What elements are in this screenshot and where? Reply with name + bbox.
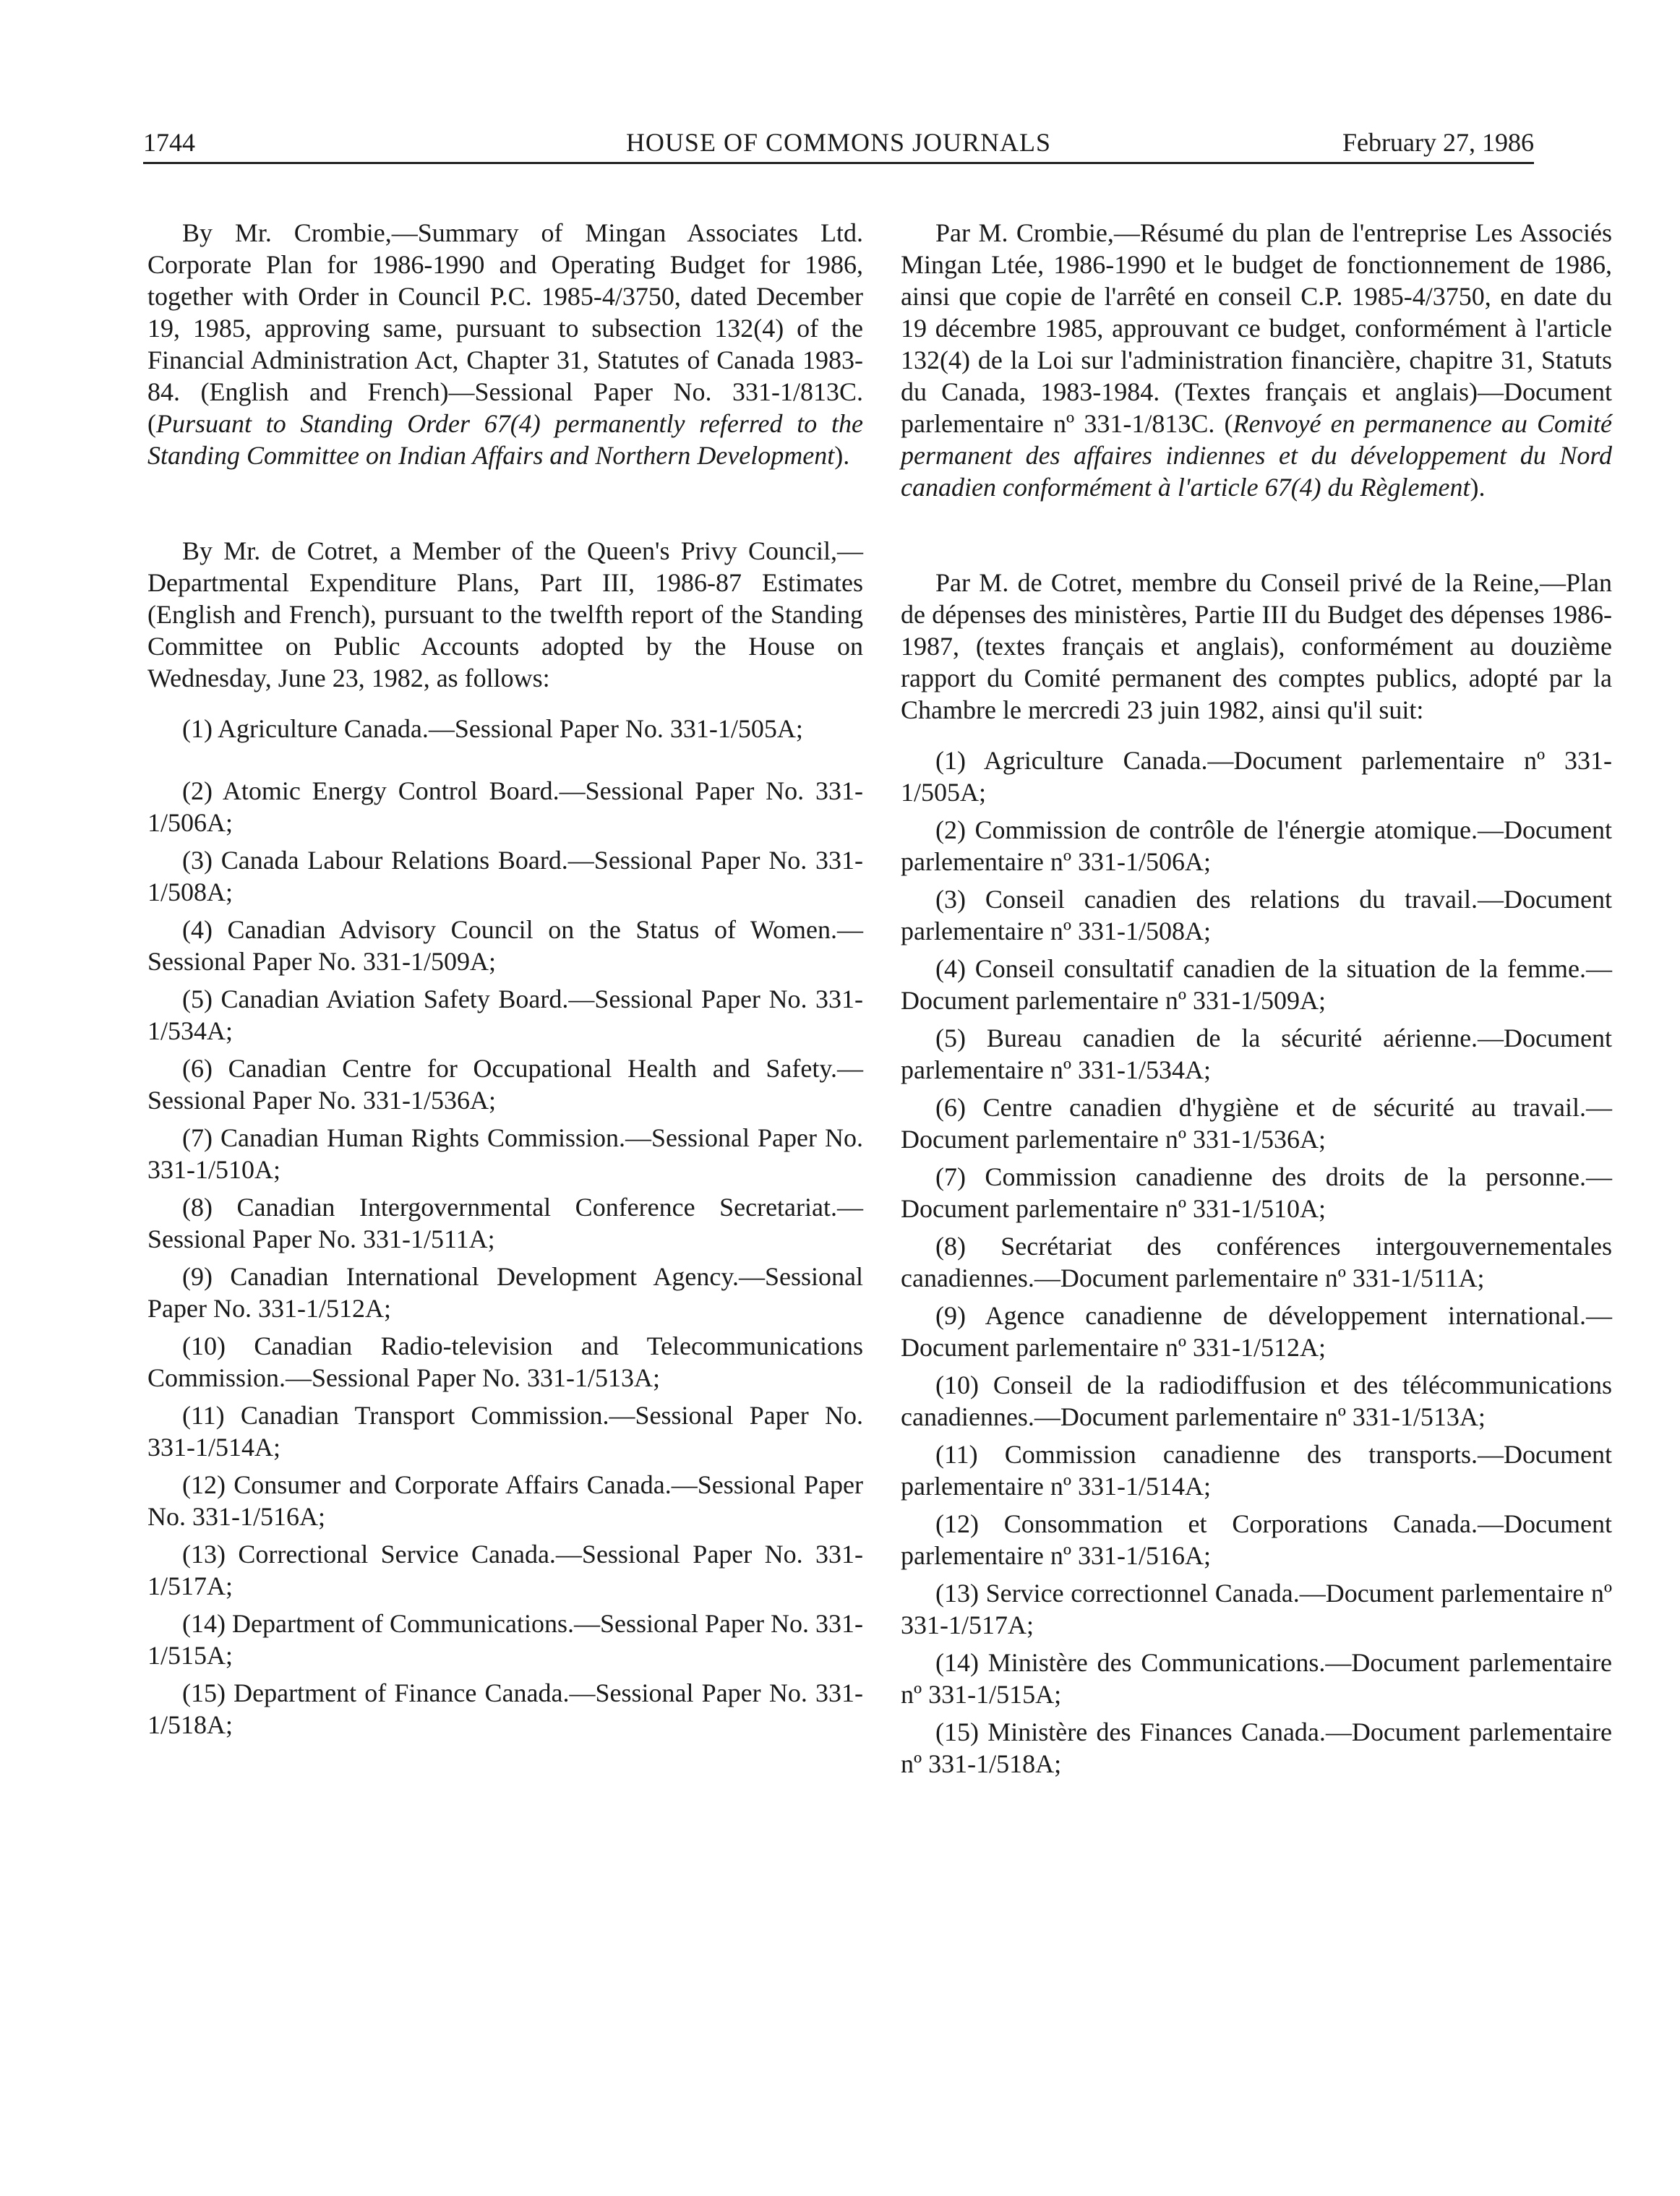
list-item: (15) Ministère des Finances Canada.—Document parlementaire nº 331-1/518A; <box>901 1717 1612 1778</box>
list-item: (10) Canadian Radio-television and Telecommunications Commission.—Sessional Paper No. 331-1/513A; <box>147 1331 863 1392</box>
list-item: (5) Bureau canadien de la sécurité aérienne.—Document parlementaire nº 331-1/534A; <box>901 1024 1612 1084</box>
page-header <box>143 124 1534 164</box>
list-item: (11) Commission canadienne des transports.—Document parlementaire nº 331-1/514A; <box>901 1440 1612 1501</box>
list-item: (14) Department of Communications.—Sessional Paper No. 331-1/515A; <box>147 1609 863 1670</box>
issue-date: February 27, 1986 <box>1342 128 1534 157</box>
list-item: (2) Commission de contrôle de l'énergie atomique.—Document parlementaire nº 331-1/506A; <box>901 815 1612 876</box>
crombie-referral-fr: Renvoyé en permanence au Comité permanent des affaires indiennes et du développement du Nord canadien conformément à l'article 67(4) du Règlement <box>901 409 1613 502</box>
decotret-paragraph-en: By Mr. de Cotret, a Member of the Queen's Privy Council,—Departmental Expenditure Plans, Part III, 1986-87 Estimates (English and French), pursuant to the twelfth report of the Standing Committee on Public Accounts adopted by the House on Wednesday, June 23, 1982, as follows: <box>147 536 863 692</box>
list-item: (1) Agriculture Canada.—Document parlementaire nº 331-1/505A; <box>901 746 1612 807</box>
english-column <box>147 217 863 1746</box>
crombie-paragraph-fr <box>901 217 1612 503</box>
page-number: 1744 <box>143 128 195 157</box>
list-item: (7) Commission canadienne des droits de la personne.—Document parlementaire nº 331-1/510A; <box>901 1162 1612 1223</box>
list-item: (14) Ministère des Communications.—Document parlementaire nº 331-1/515A; <box>901 1648 1612 1709</box>
list-item: (13) Correctional Service Canada.—Sessional Paper No. 331-1/517A; <box>147 1540 863 1600</box>
list-item: (9) Canadian International Development Agency.—Sessional Paper No. 331-1/512A; <box>147 1262 863 1323</box>
list-item: (9) Agence canadienne de développement international.—Document parlementaire nº 331-1/512A; <box>901 1301 1612 1362</box>
list-item: (11) Canadian Transport Commission.—Sessional Paper No. 331-1/514A; <box>147 1401 863 1462</box>
list-item: (2) Atomic Energy Control Board.—Sessional Paper No. 331-1/506A; <box>147 776 863 837</box>
list-item: (4) Conseil consultatif canadien de la situation de la femme.—Document parlementaire nº 331-1/509A; <box>901 954 1612 1015</box>
list-item: (4) Canadian Advisory Council on the Status of Women.—Sessional Paper No. 331-1/509A; <box>147 915 863 976</box>
crombie-text-fr: Par M. Crombie,—Résumé du plan de l'entreprise Les Associés Mingan Ltée, 1986-1990 et le budget de fonctionnement de 1986, ainsi que copie de l'arrêté en conseil C.P. 1985-4/3750, en date du 19 décembre 1985, approuvant ce budget, conformément à l'article 132(4) de la Loi sur l'administration financière, chapitre 31, Statuts du Canada, 1983-1984. (Textes français et anglais)—Document parlementaire nº 331-1/813C. ( <box>901 218 1612 438</box>
crombie-text-en: By Mr. Crombie,—Summary of Mingan Associates Ltd. Corporate Plan for 1986-1990 and Operating Budget for 1986, together with Order in Council P.C. 1985-4/3750, dated December 19, 1985, approving same, pursuant to subsection 132(4) of the Financial Administration Act, Chapter 31, Statutes of Canada 1983-84. (English and French)—Sessional Paper No. 331-1/813C. ( <box>147 218 863 438</box>
crombie-referral-en: Pursuant to Standing Order 67(4) permanently referred to the Standing Committee on Indian Affairs and Northern Development <box>147 409 863 470</box>
list-item: (3) Canada Labour Relations Board.—Sessional Paper No. 331-1/508A; <box>147 846 863 906</box>
list-item: (12) Consommation et Corporations Canada.—Document parlementaire nº 331-1/516A; <box>901 1509 1612 1570</box>
list-item: (1) Agriculture Canada.—Sessional Paper No. 331-1/505A; <box>182 714 803 743</box>
list-item: (7) Canadian Human Rights Commission.—Sessional Paper No. 331-1/510A; <box>147 1123 863 1184</box>
list-item: (6) Centre canadien d'hygiène et de sécurité au travail.—Document parlementaire nº 331-1/536A; <box>901 1093 1612 1154</box>
list-item: (3) Conseil canadien des relations du travail.—Document parlementaire nº 331-1/508A; <box>901 885 1612 945</box>
list-item: (15) Department of Finance Canada.—Sessional Paper No. 331-1/518A; <box>147 1678 863 1739</box>
french-column <box>901 217 1612 1785</box>
list-item: (12) Consumer and Corporate Affairs Canada.—Sessional Paper No. 331-1/516A; <box>147 1470 863 1531</box>
decotret-paragraph-fr: Par M. de Cotret, membre du Conseil privé de la Reine,—Plan de dépenses des ministères, Partie III du Budget des dépenses 1986-1987, (textes français et anglais), conformément au douzième rapport du Comité permanent des comptes publics, adopté par la Chambre le mercredi 23 juin 1982, ainsi qu'il suit: <box>901 568 1612 724</box>
list-item: (13) Service correctionnel Canada.—Document parlementaire nº 331-1/517A; <box>901 1579 1612 1639</box>
list-item: (10) Conseil de la radiodiffusion et des télécommunications canadiennes.—Document parlementaire nº 331-1/513A; <box>901 1371 1612 1431</box>
journal-title: HOUSE OF COMMONS JOURNALS <box>625 128 1052 157</box>
crombie-end-en: ). <box>834 441 850 470</box>
list-item: (5) Canadian Aviation Safety Board.—Sessional Paper No. 331-1/534A; <box>147 985 863 1045</box>
list-item: (8) Secrétariat des conférences intergouvernementales canadiennes.—Document parlementaire nº 331-1/511A; <box>901 1232 1612 1292</box>
crombie-paragraph-en <box>147 217 863 471</box>
crombie-end-fr: ). <box>1470 473 1486 502</box>
list-item: (8) Canadian Intergovernmental Conference Secretariat.—Sessional Paper No. 331-1/511A; <box>147 1193 863 1253</box>
list-item: (6) Canadian Centre for Occupational Health and Safety.—Sessional Paper No. 331-1/536A; <box>147 1054 863 1115</box>
